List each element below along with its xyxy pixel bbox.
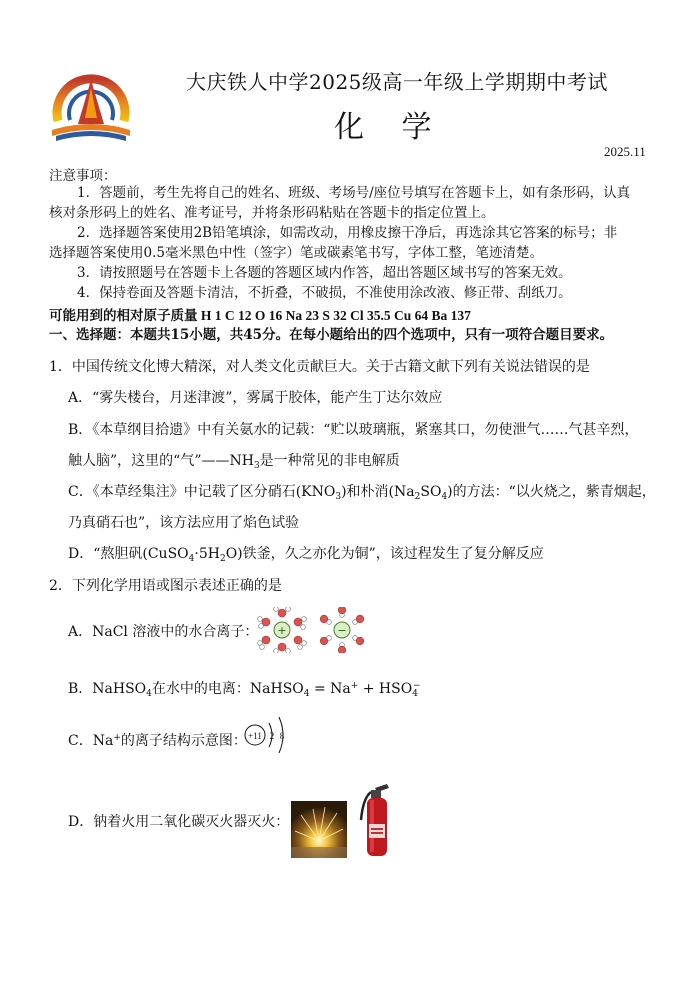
q1-option-b-cont: 触人脑”，这里的“气$”——NH_3$是一种常见的非电解质 <box>68 453 400 471</box>
shell2-label: 8 <box>279 731 285 741</box>
nucleus-label: +11 <box>248 731 262 741</box>
q1-stem: 1．中国传统文化博大精深，对人类文化贡献巨大。关于古籍文献下列有关说法错误的是 <box>49 359 590 375</box>
q1-option-b: B．《本草纲目拾遗》中有关氨水的记载：“贮以玻璃瓶，紧塞其口，勿使泄气……气甚辛烈， <box>68 422 639 438</box>
notice-line: 选择题答案使用0.5毫米黑色中性（签字）笔或碳素笔书写，字体工整，笔迹清楚。 <box>49 245 543 261</box>
q2-option-b: B．NaHSO$_4$在水中的电离：NaHSO$_4$ = $Na^+ + HSO_4^-$ <box>68 681 421 699</box>
sodium-fire-photo <box>291 801 347 858</box>
svg-text:−: − <box>337 624 347 637</box>
q2-stem: 2．下列化学用语或图示表述正确的是 <box>49 578 282 594</box>
q1-option-c-cont: 乃真硝石也”，该方法应用了焰色试验 <box>68 515 300 531</box>
notice-line: 3．请按照题号在答题卡上各题的答题区域内作答，超出答题区域书写的答案无效。 <box>77 265 572 281</box>
exam-date: 2025.11 <box>604 144 646 159</box>
q1-option-c: C．《本草经集注》中记载了区分硝石$(KNO_3)$和朴消$(Na_2SO_4)$的方法：“以火烧之，紫青烟起， <box>68 484 656 502</box>
hydrated-ions-diagram <box>256 607 368 653</box>
sodium-ion-structure-diagram <box>243 713 293 757</box>
section-heading: 一、选择题：本题共15小题，共45分。在每小题给出的四个选项中，只有一项符合题目要求。 <box>49 327 614 343</box>
exam-title: 大庆铁人中学2025级高一年级上学期期中考试 <box>186 70 608 94</box>
q2-option-d: D．钠着火用二氧化碳灭火器灭火： <box>68 814 290 830</box>
notice-line: 2．选择题答案使用2B铅笔填涂，如需改动，用橡皮擦干净后，再选涂其它答案的标号；非 <box>77 225 618 241</box>
notice-line: 1．答题前，考生先将自己的姓名、班级、考场号/座位号填写在答题卡上，如有条形码，认真 <box>77 185 631 201</box>
q2-option-c: C．Na+的离子结构示意图： <box>68 733 247 749</box>
subject-title: 化 学 <box>334 110 446 145</box>
school-logo-icon <box>48 66 134 146</box>
q2-option-a: A．NaCl 溶液中的水合离子： <box>68 624 259 640</box>
notice-line: 核对条形码上的姓名、准考证号，并将条形码粘贴在答题卡的指定位置上。 <box>49 205 495 221</box>
atomic-mass-line: 可能用到的相对原子质量 H 1 C 12 O 16 Na 23 S 32 Cl 35.5 Cu 64 Ba 137 <box>49 308 471 323</box>
q1-option-a: A．“雾失楼台，月迷津渡”，雾属于胶体，能产生丁达尔效应 <box>68 390 443 406</box>
svg-text:+: + <box>277 624 287 637</box>
fire-extinguisher-icon <box>357 780 397 860</box>
notice-line: 4．保持卷面及答题卡清洁，不折叠，不破损，不准使用涂改液、修正带、刮纸刀。 <box>77 285 572 301</box>
notice-heading: 注意事项： <box>49 168 117 184</box>
shell1-label: 2 <box>269 731 275 741</box>
q1-option-d: D．“熬胆矾$(CuSO_4\cdot 5H_2O)$铁釜，久之亦化为铜”，该过程发生了复分解反应 <box>68 546 544 564</box>
